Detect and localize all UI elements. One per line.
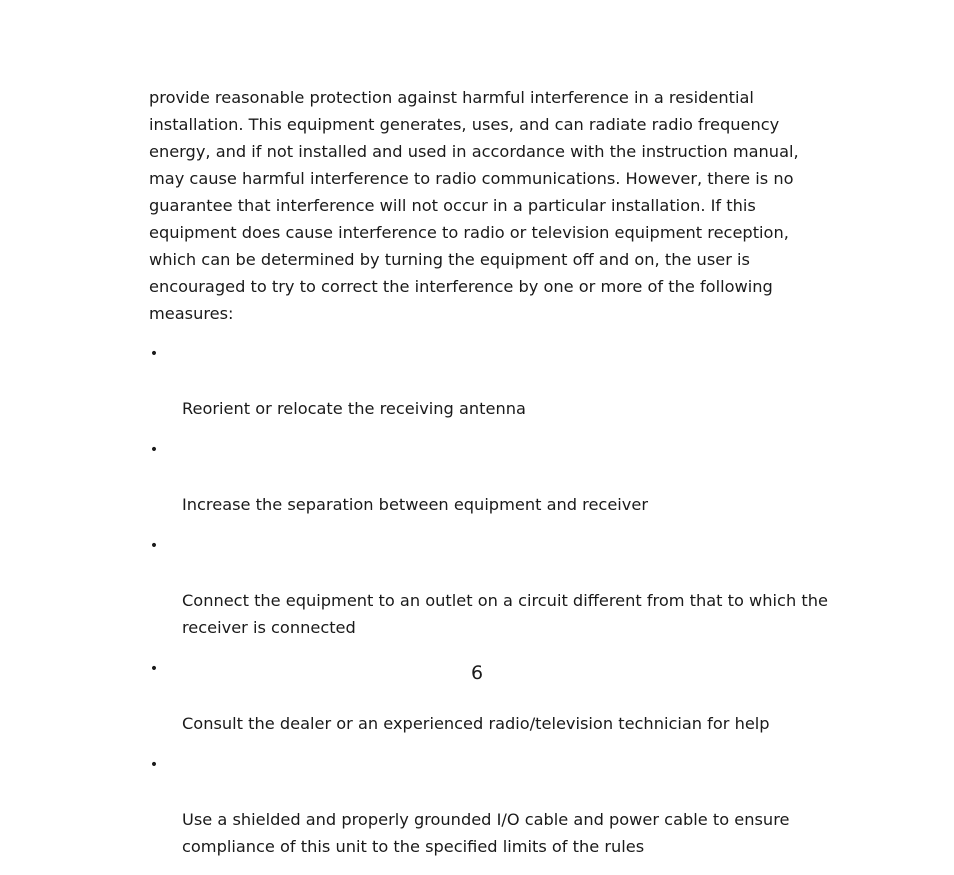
list-item-text: Consult the dealer or an experienced radio/television technician for help	[182, 714, 770, 733]
list-item	[149, 752, 879, 860]
list-item	[149, 437, 879, 518]
list-item-text: Reorient or relocate the receiving antenna	[182, 399, 526, 418]
bullet-icon: •	[149, 442, 159, 458]
measures-list	[149, 341, 879, 875]
list-item-text: Use a shielded and properly grounded I/O cable and power cable to ensure compliance of this unit to the specified limits of the rules	[182, 810, 790, 856]
list-item-text: Increase the separation between equipment and receiver	[182, 495, 648, 514]
bullet-icon: •	[149, 346, 159, 362]
list-item	[149, 533, 879, 641]
list-item-text: Connect the equipment to an outlet on a circuit different from that to which the receiver is connected	[182, 591, 828, 637]
bullet-icon: •	[149, 661, 159, 677]
body-paragraph: provide reasonable protection against harmful interference in a residential installation. This equipment generates, uses, and can radiate radio frequency energy, and if not installed and used in accordance with the instruction manual, may cause harmful interference to radio communications. However, there is no guarantee that interference will not occur in a particular installation. If this equipment does cause interference to radio or television equipment reception, which can be determined by turning the equipment off and on, the user is encouraged to try to correct the interference by one or more of the following measures:	[149, 88, 799, 323]
bullet-icon: •	[149, 538, 159, 554]
page-number: 6	[470, 662, 484, 684]
bullet-icon: •	[149, 757, 159, 773]
list-item	[149, 341, 879, 422]
